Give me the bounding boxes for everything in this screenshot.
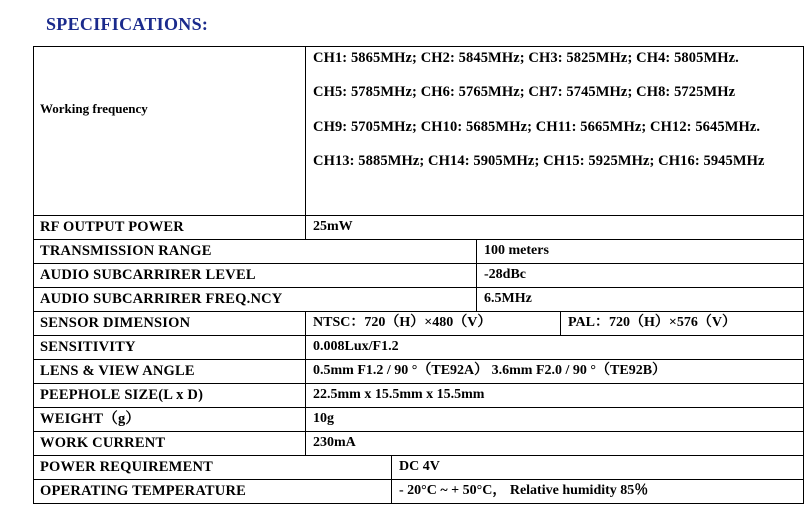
peephole-label: PEEPHOLE SIZE(L x D) (40, 387, 204, 403)
column-divider (305, 46, 306, 239)
column-divider (560, 311, 561, 335)
row-divider (33, 431, 804, 432)
row-divider (33, 311, 804, 312)
sensor-ntsc-value: NTSC：720（H）×480（V） (313, 315, 492, 330)
transmission-range-label: TRANSMISSION RANGE (40, 243, 212, 259)
sensor-dimension-label: SENSOR DIMENSION (40, 315, 191, 331)
operating-temperature-value: - 20°C ~ + 50°C， Relative humidity 85％ (399, 483, 649, 498)
working-frequency-label: Working frequency (40, 101, 148, 116)
row-divider (33, 455, 804, 456)
row-divider (33, 359, 804, 360)
lens-label: LENS & VIEW ANGLE (40, 363, 195, 379)
row-divider (33, 239, 804, 240)
lens-value: 0.5mm F1.2 / 90 °（TE92A） 3.6mm F2.0 / 90 °（TE92B） (313, 363, 667, 378)
weight-value: 10g (313, 411, 334, 426)
audio-level-value: -28dBc (484, 267, 526, 282)
row-divider (33, 383, 804, 384)
column-divider (391, 455, 392, 504)
frequency-line: CH9: 5705MHz; CH10: 5685MHz; CH11: 5665MHz; CH12: 5645MHz. (313, 119, 761, 135)
rf-output-power-value: 25mW (313, 219, 353, 234)
audio-freq-label: AUDIO SUBCARRIRER FREQ.NCY (40, 291, 283, 307)
sensitivity-label: SENSITIVITY (40, 339, 136, 355)
operating-temperature-label: OPERATING TEMPERATURE (40, 483, 247, 499)
row-divider (33, 335, 804, 336)
row-divider (33, 215, 804, 216)
audio-freq-value: 6.5MHz (484, 291, 532, 306)
frequency-line: CH13: 5885MHz; CH14: 5905MHz; CH15: 5925MHz; CH16: 5945MHz (313, 153, 765, 169)
power-requirement-label: POWER REQUIREMENT (40, 459, 213, 475)
column-divider (305, 311, 306, 455)
row-divider (33, 407, 804, 408)
transmission-range-value: 100 meters (484, 243, 549, 258)
peephole-value: 22.5mm x 15.5mm x 15.5mm (313, 387, 485, 402)
sensitivity-value: 0.008Lux/F1.2 (313, 339, 399, 354)
power-requirement-value: DC 4V (399, 459, 440, 474)
weight-label: WEIGHT（g） (40, 411, 141, 427)
rf-output-power-label: RF OUTPUT POWER (40, 219, 184, 235)
row-divider (33, 287, 804, 288)
frequency-line: CH1: 5865MHz; CH2: 5845MHz; CH3: 5825MHz; CH4: 5805MHz. (313, 50, 739, 66)
sensor-pal-value: PAL：720（H）×576（V） (568, 315, 736, 330)
column-divider (476, 239, 477, 311)
work-current-value: 230mA (313, 435, 356, 450)
audio-level-label: AUDIO SUBCARRIRER LEVEL (40, 267, 256, 283)
frequency-line: CH5: 5785MHz; CH6: 5765MHz; CH7: 5745MHz; CH8: 5725MHz (313, 84, 736, 100)
row-divider (33, 479, 804, 480)
work-current-label: WORK CURRENT (40, 435, 166, 451)
page-title: SPECIFICATIONS: (46, 14, 209, 34)
row-divider (33, 263, 804, 264)
